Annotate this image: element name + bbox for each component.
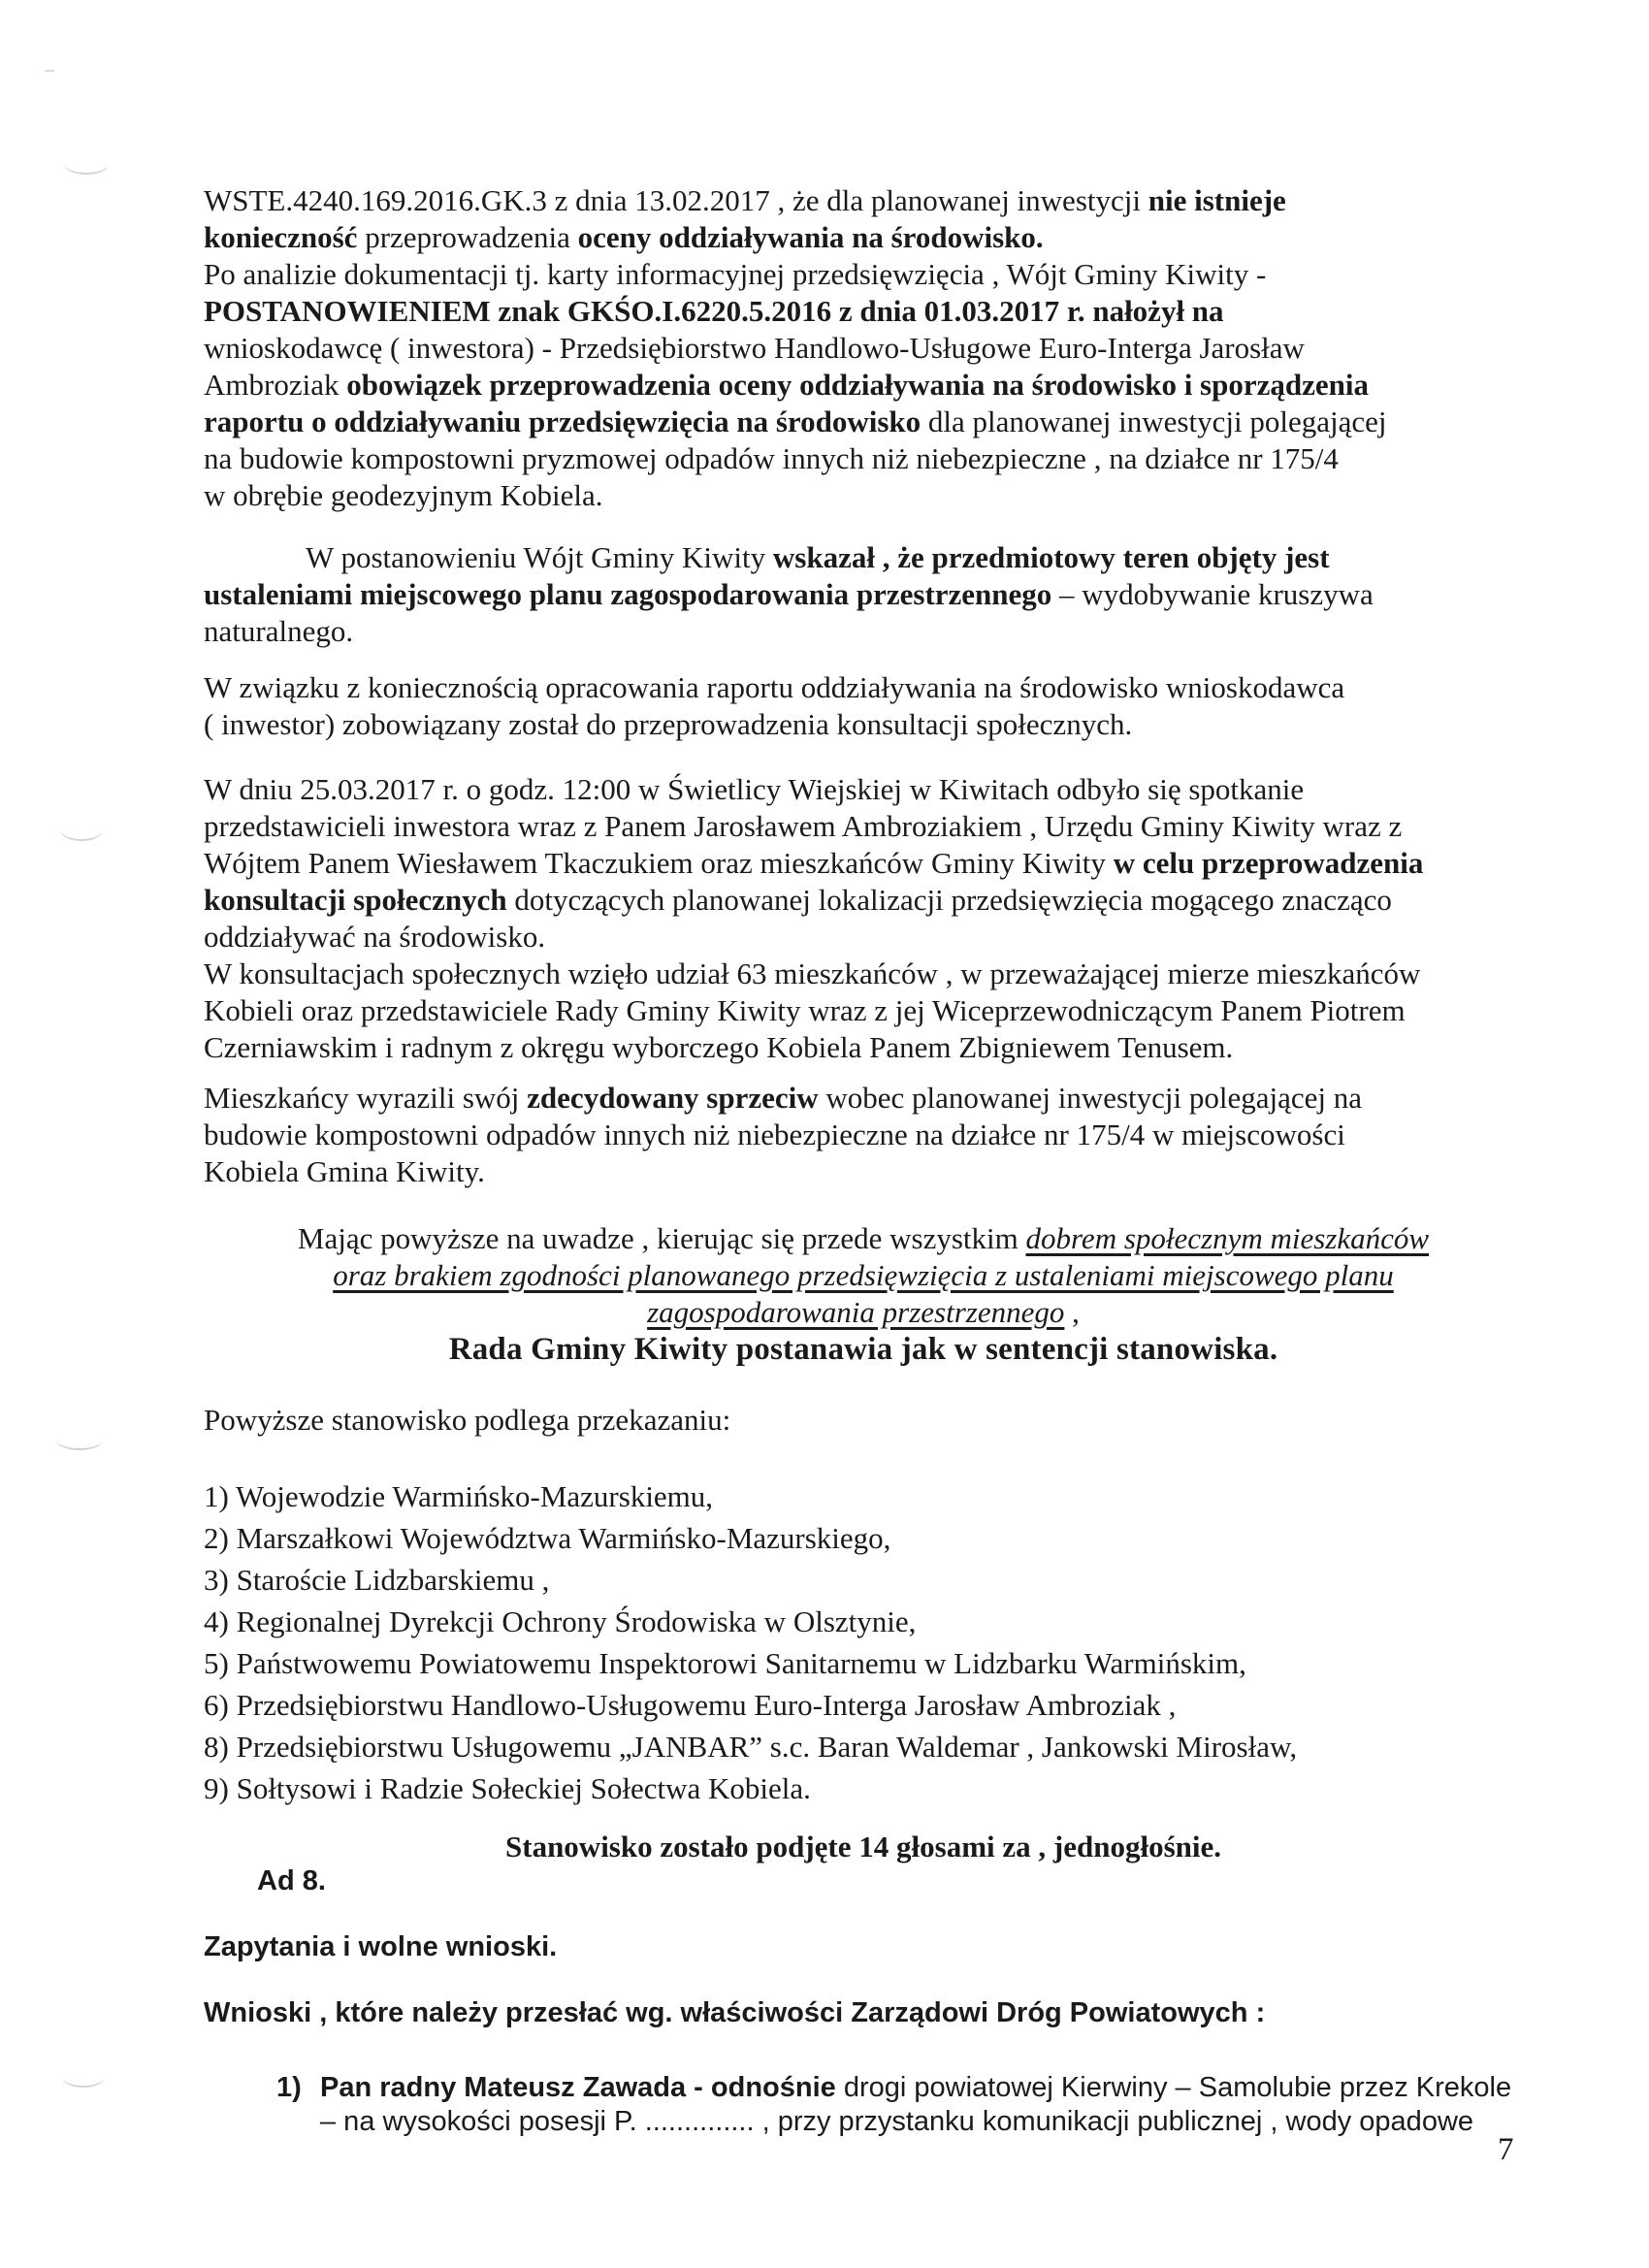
text-run: 9) Sołtysowi i Radzie Sołeckiej Sołectwa Kobiela.: [204, 1771, 811, 1805]
paragraph-decision: [204, 182, 1523, 514]
text-run: 3) Staroście Lidzbarskiemu ,: [204, 1563, 550, 1597]
text-line: [204, 1402, 1523, 1439]
text-run: – wydobywanie kruszywa: [1051, 577, 1374, 611]
scan-mark: [56, 1430, 103, 1450]
text-run: 1) Wojewodzie Warmińsko-Mazurskiemu,: [204, 1479, 714, 1513]
text-run: wnioskodawcę ( inwestora) - Przedsiębiorstwo Handlowo-Usługowe Euro-Interga Jarosław: [204, 331, 1305, 365]
text-run-bold: zdecydowany sprzeciw: [527, 1081, 819, 1115]
text-run: 8) Przedsiębiorstwu Usługowemu „JANBAR” s.c. Baran Waldemar , Jankowski Mirosław,: [204, 1730, 1298, 1764]
paragraph-konsultacje: [204, 669, 1523, 743]
section-ad8: [204, 1864, 1576, 1898]
text-line: [204, 613, 1523, 650]
scan-speck: [45, 70, 54, 72]
text-line: [204, 706, 1523, 743]
text-line: [204, 808, 1523, 845]
vote-result-line: [204, 1829, 1523, 1865]
text-line: [204, 256, 1523, 293]
text-run-bold: w celu przeprowadzenia: [1113, 846, 1424, 880]
text-run-bold: konieczność: [204, 220, 358, 254]
text-line: [204, 1117, 1523, 1153]
text-run: drogi powiatowej Kierwiny – Samolubie przez Krekole: [835, 2072, 1512, 2103]
text-line: [204, 992, 1523, 1029]
text-line: [204, 1080, 1523, 1117]
questions-header: [204, 1930, 1523, 1964]
text-line: [204, 576, 1523, 613]
text-run: Ambroziak: [204, 368, 347, 402]
wnioski-header: [204, 1996, 1523, 2030]
text-line: [204, 882, 1523, 919]
page-number: 7: [1498, 2132, 1514, 2167]
text-line: [204, 1294, 1523, 1331]
text-line: [204, 293, 1523, 330]
recipients-list: [204, 1475, 1523, 1809]
text-run: przeprowadzenia: [357, 220, 578, 254]
text-line: [204, 919, 1523, 956]
text-line: [204, 956, 1523, 992]
list-item: [204, 1767, 1523, 1809]
list-item: [204, 1559, 1523, 1601]
text-run-bold: wskazał , że przedmiotowy teren objęty jest: [772, 540, 1330, 574]
text-line: [204, 1220, 1523, 1257]
text-run-bold: Stanowisko zostało podjęte 14 głosami za , jednogłośnie.: [505, 1830, 1221, 1863]
text-line: [204, 477, 1523, 514]
text-run-italic-underline: zagospodarowania przestrzennego: [647, 1295, 1065, 1329]
text-run: ( inwestor) zobowiązany został do przeprowadzenia konsultacji społecznych.: [204, 707, 1133, 741]
paragraph-konkluzja: [204, 1220, 1523, 1368]
text-line: [204, 1257, 1523, 1294]
text-run-bold: Rada Gminy Kiwity postanawia jak w sentencji stanowiska.: [448, 1332, 1278, 1367]
list-item: [204, 1517, 1523, 1559]
text-run: 6) Przedsiębiorstwu Handlowo-Usługowemu Euro-Interga Jarosław Ambroziak ,: [204, 1688, 1177, 1722]
text-run-bold: ustaleniami miejscowego planu zagospodarowania przestrzennego: [204, 577, 1052, 611]
text-run: ,: [1064, 1295, 1080, 1329]
list-item: [204, 1475, 1523, 1517]
text-run: dla planowanej inwestycji polegającej: [921, 405, 1387, 438]
text-run: 4) Regionalnej Dyrekcji Ochrony Środowiska w Olsztynie,: [204, 1604, 917, 1638]
text-run: Czerniawskim i radnym z okręgu wyborczego Kobiela Panem Zbigniewem Tenusem.: [204, 1030, 1234, 1064]
text-run-bold: Pan radny Mateusz Zawada - odnośnie: [320, 2072, 836, 2103]
text-run: 2) Marszałkowi Województwa Warmińsko-Mazurskiego,: [204, 1521, 891, 1555]
text-run: W postanowieniu Wójt Gminy Kiwity: [306, 540, 773, 574]
text-run: Mieszkańcy wyrazili swój: [204, 1081, 528, 1115]
paragraph-sprzeciw: [204, 1080, 1523, 1190]
text-line: [204, 539, 1523, 576]
text-run: dotyczących planowanej lokalizacji przedsięwzięcia mogącego znacząco: [506, 883, 1392, 917]
scan-mark: [60, 818, 103, 841]
list-item: [204, 1601, 1523, 1642]
text-run: Powyższe stanowisko podlega przekazaniu:: [204, 1403, 731, 1437]
text-run-bold: oceny oddziaływania na środowisko.: [577, 220, 1044, 254]
text-run: w obrębie geodezyjnym Kobiela.: [204, 478, 603, 512]
text-run: budowie kompostowni odpadów innych niż niebezpieczne na działce nr 175/4 w miejscowości: [204, 1118, 1345, 1151]
text-line: [204, 669, 1523, 706]
text-run-bold: POSTANOWIENIEM znak GKŚO.I.6220.5.2016 z dnia 01.03.2017 r. nałożył na: [204, 294, 1224, 328]
text-run: W związku z koniecznością opracowania raportu oddziaływania na środowisko wnioskodawca: [204, 670, 1345, 704]
text-run-bold: Zapytania i wolne wnioski.: [204, 1931, 558, 1962]
text-run: wobec planowanej inwestycji polegającej na: [818, 1081, 1363, 1115]
text-run: na budowie kompostowni pryzmowej odpadów innych niż niebezpieczne , na działce nr 175/4: [204, 441, 1339, 475]
text-run: W konsultacjach społecznych wzięło udział 63 mieszkańców , w przeważającej mierze mieszkańców: [204, 956, 1421, 990]
text-line: [204, 771, 1523, 808]
text-run: Po analizie dokumentacji tj. karty informacyjnej przedsięwzięcia , Wójt Gminy Kiwity -: [204, 257, 1267, 291]
text-run: Mając powyższe na uwadze , kierując się przede wszystkim: [297, 1221, 1026, 1255]
text-run-bold: raportu o oddziaływaniu przedsięwzięcia na środowisko: [204, 405, 922, 438]
text-line: [204, 182, 1523, 219]
item-number: 1): [276, 2072, 302, 2103]
text-line: [320, 2105, 1639, 2139]
text-line: [204, 440, 1523, 477]
text-run: Wójtem Panem Wiesławem Tkaczukiem oraz mieszkańców Gminy Kiwity: [204, 846, 1114, 880]
text-line: [204, 219, 1523, 256]
text-line: [204, 1996, 1523, 2030]
text-run-italic-underline: oraz brakiem zgodności planowanego przedsięwzięcia z ustaleniami miejscowego planu: [333, 1258, 1394, 1292]
list-item: [204, 1642, 1523, 1684]
text-run-bold: nie istnieje: [1148, 183, 1286, 217]
text-line: [204, 330, 1523, 367]
text-run: – na wysokości posesji P. .............. , przy przystanku komunikacji publicznej , wody opadowe: [320, 2106, 1474, 2137]
text-line: [204, 367, 1523, 404]
text-line: [204, 1153, 1523, 1190]
paragraph-spotkanie: [204, 771, 1523, 1066]
list-item: [204, 1684, 1523, 1726]
text-line: [204, 1930, 1523, 1964]
list-item: [204, 1726, 1523, 1767]
text-run-italic-underline: dobrem społecznym mieszkańców: [1025, 1221, 1430, 1255]
text-run: WSTE.4240.169.2016.GK.3 z dnia 13.02.2017 , że dla planowanej inwestycji: [204, 183, 1148, 217]
sentence-line: [204, 1331, 1523, 1368]
paragraph-przekazanie: [204, 1402, 1523, 1439]
wniosek-item-1: [204, 2071, 1639, 2139]
text-line: [257, 1864, 1576, 1898]
text-run: oddziaływać na środowisko.: [204, 920, 546, 954]
text-run: przedstawicieli inwestora wraz z Panem Jarosławem Ambroziakiem , Urzędu Gminy Kiwity wraz z: [204, 809, 1403, 843]
text-run-bold: Wnioski , które należy przesłać wg. właściwości Zarządowi Dróg Powiatowych :: [204, 1997, 1266, 2028]
text-line: [204, 1029, 1523, 1066]
scan-mark: [62, 2066, 105, 2088]
text-run-bold: Ad 8.: [257, 1865, 326, 1896]
text-run-bold: konsultacji społecznych: [204, 883, 507, 917]
text-run: naturalnego.: [204, 614, 354, 648]
vote-result: [204, 1829, 1523, 1865]
text-run-bold: obowiązek przeprowadzenia oceny oddziaływania na środowisko i sporządzenia: [346, 368, 1369, 402]
text-run: Kobiela Gmina Kiwity.: [204, 1154, 485, 1188]
text-line: [320, 2071, 1639, 2105]
text-line: [204, 845, 1523, 882]
text-run: W dniu 25.03.2017 r. o godz. 12:00 w Świetlicy Wiejskiej w Kiwitach odbyło się spotkanie: [204, 772, 1305, 806]
paragraph-plan: [204, 539, 1523, 650]
text-run: Kobieli oraz przedstawiciele Rady Gminy Kiwity wraz z jej Wiceprzewodniczącym Panem Piotrem: [204, 993, 1406, 1027]
text-run: 5) Państwowemu Powiatowemu Inspektorowi Sanitarnemu w Lidzbarku Warmińskim,: [204, 1646, 1246, 1680]
scan-mark: [64, 153, 109, 175]
text-line: [204, 404, 1523, 440]
